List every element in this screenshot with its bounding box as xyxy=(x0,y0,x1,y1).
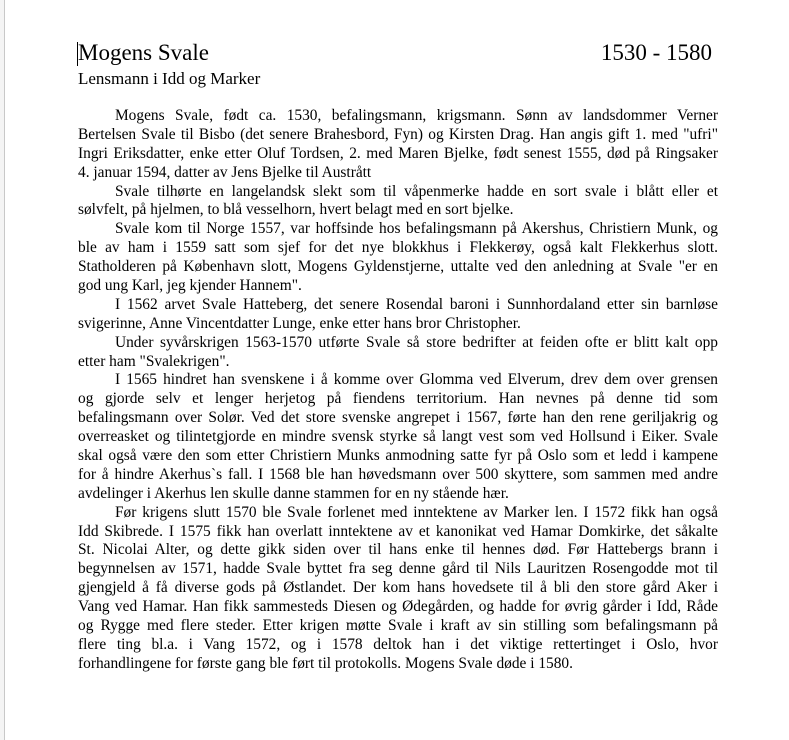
text-line: Bertelsen Svale til Bisbo (det senere Brahesbord, Fyn) og Kirsten Drag. Han angis gift 1. med "ufri" xyxy=(78,125,718,143)
text-line: Før krigens slutt 1570 ble Svale forlenet med inntektene av Marker len. I 1572 fikk han også xyxy=(115,503,718,521)
text-line: etter ham "Svalekrigen". xyxy=(78,352,230,370)
text-line: og gjorde selv et lenger herjetog på fiendens territorium. Han nevnes på denne tid som xyxy=(78,390,718,408)
document-title[interactable]: Mogens Svale xyxy=(78,40,209,65)
document-years[interactable]: 1530 - 1580 xyxy=(600,40,712,65)
text-line: Svale tilhørte en langelandsk slekt som til våpenmerke hadde en sort svale i blått eller et xyxy=(115,182,718,200)
text-line: Under syvårskrigen 1563-1570 utførte Svale så store bedrifter at feiden ofte er blitt kalt opp xyxy=(115,333,718,351)
text-line: for å hindre Akerhus`s fall. I 1568 ble han høvedsmann over 500 skyttere, som sammen med andre xyxy=(78,465,718,483)
text-line: forhandlingene for første gang ble ført til protokolls. Mogens Svale døde i 1580. xyxy=(78,654,573,672)
text-line: Ingri Eriksdatter, enke etter Oluf Tordsen, 2. med Maren Bjelke, født senest 1555, død på Ringsaker xyxy=(78,144,718,162)
text-line: god ung Karl, jeg kjender Hannem". xyxy=(78,277,302,295)
text-line: I 1565 hindret han svenskene i å komme over Glomma ved Elverum, drev dem over grensen xyxy=(115,371,718,389)
text-line: Vang ved Hamar. Han fikk sammesteds Diesen og Ødegården, og hadde for øvrig gårder i Idd, Råde xyxy=(78,598,718,616)
text-line: overreasket og tilintetgjorde en mindre svensk styrke så langt vest som ved Hollsund i Eiker. Svale xyxy=(78,428,718,446)
page-edge xyxy=(0,0,5,740)
text-line: 4. januar 1594, datter av Jens Bjelke til Austrått xyxy=(78,163,372,181)
text-line: ble av ham i 1559 satt som sjef for det nye blokkhus i Flekkerøy, også kalt Flekkerhus slott. xyxy=(78,239,718,257)
text-line: flere ting bl.a. i Vang 1572, og i 1578 deltok han i det viktige rettertinget i Oslo, hvor xyxy=(78,635,718,653)
text-line: skal også være den som etter Christiern Munks anmodning satte fyr på Oslo som et ledd i kampene xyxy=(78,447,718,465)
text-line: avdelinger i Akerhus len skulle danne stammen for en ny stående hær. xyxy=(78,484,509,502)
text-line: Mogens Svale, født ca. 1530, befalingsmann, krigsmann. Sønn av landsdommer Verner xyxy=(115,107,718,124)
title-row xyxy=(78,38,712,68)
text-line: St. Nicolai Alter, og dette gikk siden over til hans enke til hennes død. Før Hattebergs brann i xyxy=(78,541,718,559)
text-line: begynnelsen av 1571, hadde Svale byttet fra seg denne gård til Nils Lauritzen Rosengodde mot til xyxy=(78,560,718,578)
text-line: befalingsmann over Solør. Ved det store svenske angrepet i 1567, førte han den rene geriljakrig og xyxy=(78,409,718,427)
text-line: I 1562 arvet Svale Hatteberg, det senere Rosendal baroni i Sunnhordaland etter sin barnløse xyxy=(115,295,718,313)
text-line: og Rygge med flere steder. Etter krigen møtte Svale i kraft av sin stilling som befalingsmann på xyxy=(78,617,718,635)
text-line: Idd Skibrede. I 1575 fikk han overlatt inntektene av et kanonikat ved Hamar Domkirke, det såkalte xyxy=(78,522,718,540)
text-line: Statholderen på København slott, Mogens Gyldenstjerne, uttalte ved den anledning at Svale "er en xyxy=(78,258,718,276)
document-subtitle[interactable]: Lensmann i Idd og Marker xyxy=(78,69,261,88)
text-line: svigerinne, Anne Vincentdatter Lunge, enke etter hans bror Christopher. xyxy=(78,314,521,332)
text-line: Svale kom til Norge 1557, var hoffsinde hos befalingsmann på Akershus, Christiern Munk, og xyxy=(115,220,718,238)
text-line: sølvfelt, på hjelmen, to blå vesselhorn, hvert belagt med en sort bjelke. xyxy=(78,201,514,219)
text-line: gjengjeld å få diverse gods på Østlandet. Der kom hans hovedsete til å bli den store gård Aker i xyxy=(78,579,718,597)
document-body[interactable] xyxy=(78,107,718,674)
